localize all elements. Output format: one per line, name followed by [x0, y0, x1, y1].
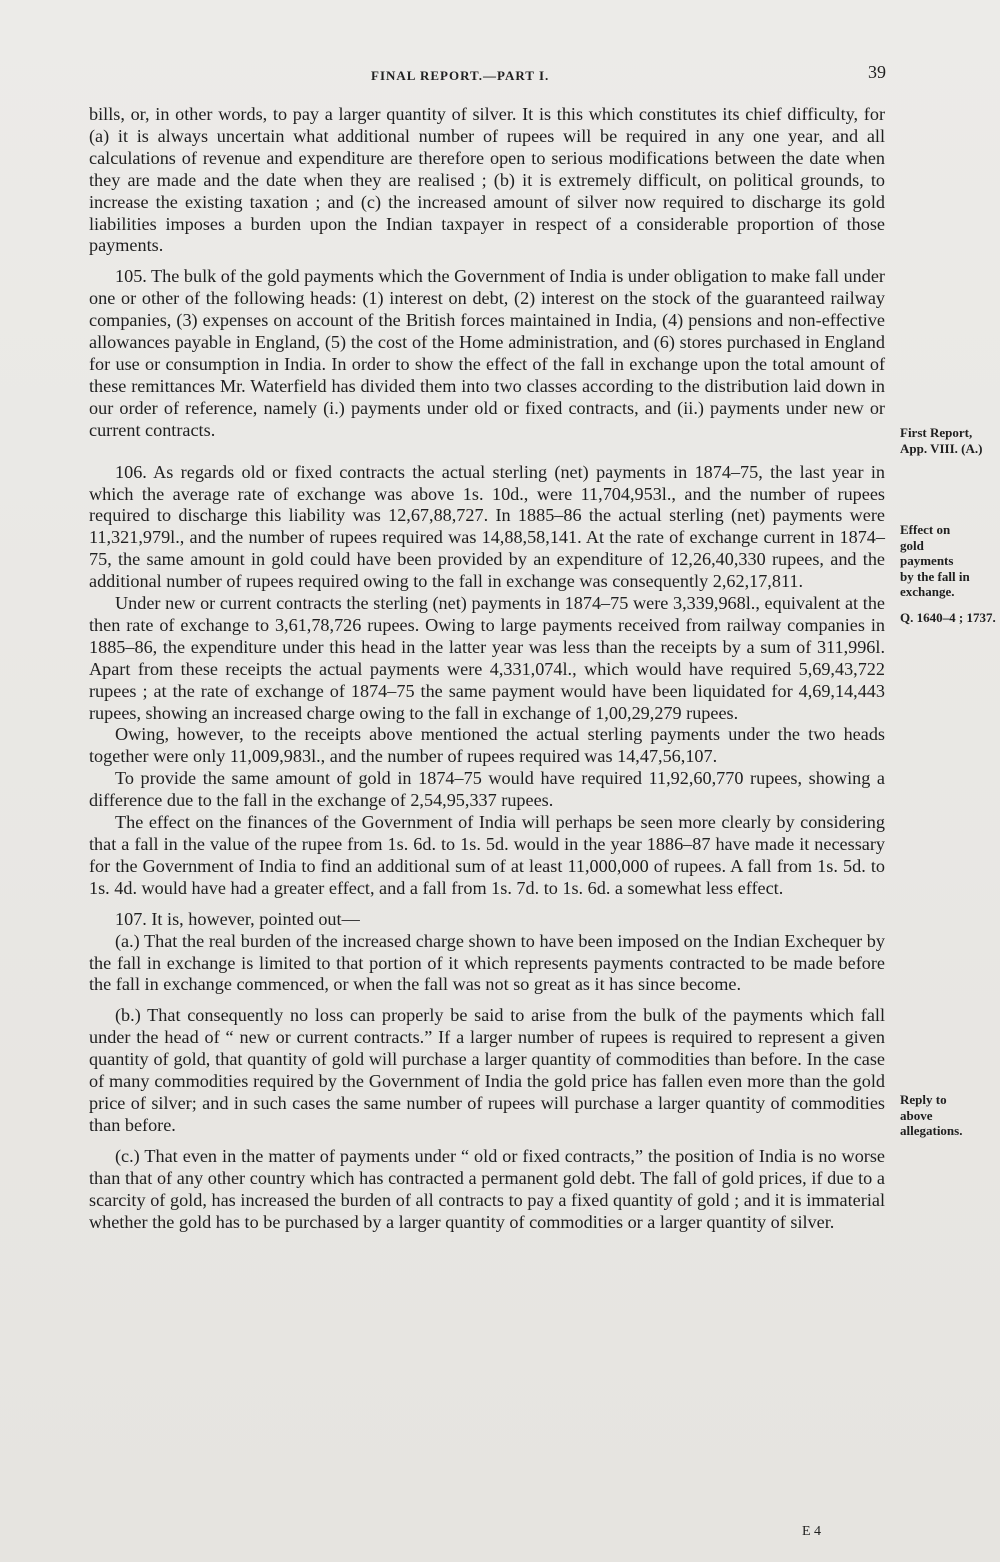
- paragraph-107-a: (a.) That the real burden of the increased charge shown to have been imposed on the Indian Exchequer by the fall in exchange is limited to that portion of it which represents payments contracted to be made before the fall in exchange commenced, or when the fall was not so great as it has since become.: [89, 930, 885, 995]
- paragraph-105: 105. The bulk of the gold payments which the Government of India is under obligation to make fall under one or other of the following heads: (1) interest on debt, (2) interest on the stock of the guaranteed railway companies, (3) expenses on account of the British forces maintained in India, (4) pensions and non-effective allowances payable in England, (5) the cost of the Home administration, and (6) stores purchased in England for use or consumption in India. In order to show the effect of the fall in exchange upon the total amount of these remittances Mr. Waterfield has divided them into two classes according to the distribution laid down in our order of reference, namely (i.) payments under old or fixed contracts, and (ii.) payments under new or current contracts.: [89, 266, 885, 440]
- paragraph-owing-receipts: Owing, however, to the receipts above mentioned the actual sterling payments under the two heads together were only 11,009,983l., and the number of rupees required was 14,47,56,107.: [89, 724, 885, 767]
- signature-mark: E 4: [802, 1524, 822, 1539]
- paragraph-106: 106. As regards old or fixed contracts the actual sterling (net) payments in 1874–75, the last year in which the average rate of exchange was above 1s. 10d., were 11,704,953l., and the number of rupees required to discharge this liability was 12,67,88,727. In 1885–86 the actual sterling (net) payments were 11,321,979l., and the number of rupees required was 14,88,58,141. At the rate of exchange current in 1874–75, the same amount in gold could have been provided by an expenditure of 12,26,40,330 rupees, and the additional number of rupees required owing to the fall in exchange was consequently 2,62,17,811.: [89, 461, 885, 592]
- paragraph-107-c: (c.) That even in the matter of payments under “ old or fixed contracts,” the position of India is no worse than that of any other country which has contracted a permanent gold debt. The fall of gold prices, if due to a scarcity of gold, has increased the burden of all contracts to pay a fixed quantity of gold ; and it is immaterial whether the gold has to be purchased by a larger quantity of commodities or a larger quantity of silver.: [89, 1145, 885, 1232]
- side-note-reply: Reply to above allegations.: [900, 1092, 963, 1138]
- side-note-effect-gold-payments: Effect on gold payments by the fall in exchange.: [900, 522, 970, 599]
- body-text: [89, 104, 885, 1233]
- paragraph-new-contracts: Under new or current contracts the sterling (net) payments in 1874–75 were 3,339,968l., equivalent at the then rate of exchange to 3,61,78,726 rupees. Owing to large payments received from railway companies in 1885–86, the expenditure under this head in the latter year was less than the receipts by a sum of 311,996l. Apart from these receipts the actual payments were 4,331,074l., which would have required 5,69,43,722 rupees ; at the rate of exchange of 1874–75 the same payment would have been liquidated for 4,69,14,443 rupees, showing an increased charge owing to the fall in exchange of 1,00,29,279 rupees.: [89, 593, 885, 723]
- running-title: FINAL REPORT.—PART I.: [371, 68, 550, 83]
- page-number: 39: [868, 62, 886, 82]
- paragraph-continuation: bills, or, in other words, to pay a larger quantity of silver. It is this which constitutes its chief difficulty, for (a) it is always uncertain what additional number of rupees will be required in any one year, and all calculations of revenue and expenditure are therefore open to serious modifications between the date when they are made and the date when they are realised ; (b) it is extremely difficult, on political grounds, to increase the existing taxation ; and (c) the increased amount of silver now required to discharge its gold liabilities imposes a burden upon the Indian taxpayer in respect of a considerable proportion of those payments.: [89, 104, 885, 256]
- paragraph-same-amount-gold: To provide the same amount of gold in 1874–75 would have required 11,92,60,770 rupees, showing a difference due to the fall in the exchange of 2,54,95,337 rupees.: [89, 768, 885, 811]
- paragraph-107-b: (b.) That consequently no loss can properly be said to arise from the bulk of the payments which fall under the head of “ new or current contracts.” If a larger number of rupees is required to represent a given quantity of gold, that quantity of gold will purchase a larger quantity of commodities than before. In the case of many commodities required by the Government of India the gold price has fallen even more than the gold price of silver; and in such cases the same number of rupees will purchase a larger quantity of commodities than before.: [89, 1005, 885, 1135]
- side-note-first-report: First Report, App. VIII. (A.): [900, 425, 983, 456]
- paragraph-effect-finances: The effect on the finances of the Government of India will perhaps be seen more clearly by considering that a fall in the value of the rupee from 1s. 6d. to 1s. 5d. would in the year 1886–87 have made it necessary for the Government of India to find an additional sum of at least 11,000,000 of rupees. A fall from 1s. 5d. to 1s. 4d. would have had a greater effect, and a fall from 1s. 7d. to 1s. 6d. a somewhat less effect.: [89, 812, 885, 898]
- side-note-question-ref: Q. 1640–4 ; 1737.: [900, 610, 996, 625]
- paragraph-107: 107. It is, however, pointed out—: [115, 908, 360, 929]
